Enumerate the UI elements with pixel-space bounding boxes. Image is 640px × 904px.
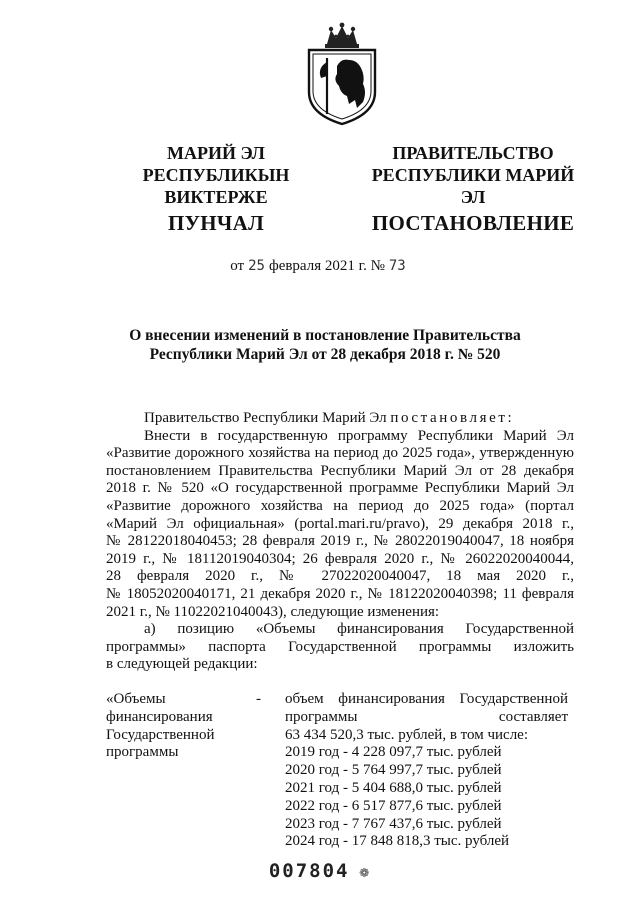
item-a-line: а) позицию «Объемы финансирования Государственной [144,621,574,638]
body-line: «Марий Эл официальная» (portal.mari.ru/pravo), 29 декабря 2018 г., [106,515,574,532]
intro-line [106,410,574,428]
header-left-line1: МАРИЙ ЭЛ РЕСПУБЛИКЫН [142,143,290,185]
header-right-doc-type: ПОСТАНОВЛЕНИЕ [371,211,575,235]
item-a-line: в следующей редакции: [106,656,258,673]
intro-verb: постановляет: [390,410,515,426]
table-left-column [106,691,246,762]
header-right-line2: РЕСПУБЛИКИ МАРИЙ ЭЛ [371,165,575,207]
table-right-column [285,691,568,851]
funding-year-row: 2021 год - 5 404 688,0 тыс. рублей [285,779,502,796]
table-left-line: финансирования [106,708,213,725]
ornament-icon: ❁ [359,862,372,881]
date-month-year: февраля 2021 г. № [268,258,385,274]
item-a-line: программы» паспорта Государственной программы изложить [106,638,574,655]
body-line: 2018 г. № 520 «О государственной программе Республики Марий Эл [106,480,574,497]
date-day: 25 [248,258,265,274]
table-left-line: Государственной [106,726,215,743]
body-line: «Развитие дорожного хозяйства на период до 2025 года» (портал [106,497,574,514]
document-body [106,410,574,674]
body-line: 2021 г., № 11022021040043), следующие изменения: [106,603,440,620]
form-serial-number [0,860,640,882]
body-line: № 18052020040171, 21 декабря 2020 г., № 18122020040398; 11 февраля [106,585,574,602]
table-right-line3: 63 434 520,3 тыс. рублей, в том числе: [285,726,529,743]
body-line: «Развитие дорожного хозяйства на период до 2025 года», утвержденную [106,445,574,462]
serial-number: 007804 [268,860,350,882]
table-right-line2: программы составляет [285,708,568,725]
body-line: постановлением Правительства Республики Марий Эл от 28 декабря [106,462,574,479]
document-date-line [0,258,640,275]
document-title [80,326,570,364]
body-line: Внести в государственную программу Республики Марий Эл [144,427,574,444]
funding-year-row: 2020 год - 5 764 997,7 тыс. рублей [285,762,502,779]
funding-year-row: 2022 год - 6 517 877,6 тыс. рублей [285,797,502,814]
header-left-doc-type: ПУНЧАЛ [167,211,265,235]
funding-year-row: 2023 год - 7 767 437,6 тыс. рублей [285,815,502,832]
table-left-line: «Объемы [106,691,166,707]
title-line1: О внесении изменений в постановление Правительства [129,327,521,344]
date-prefix: от [230,258,245,274]
header-left-block [100,142,332,236]
funding-year-row: 2019 год - 4 228 097,7 тыс. рублей [285,744,502,761]
document-number: 73 [388,258,406,274]
header-right-line1: ПРАВИТЕЛЬСТВО [392,143,554,163]
intro-start: Правительство Республики Марий Эл [144,410,387,426]
header-left-line2: ВИКТЕРЖЕ [164,187,268,207]
table-left-line: программы [106,744,179,761]
title-line2: Республики Марий Эл от 28 декабря 2018 г. № 520 [149,346,501,363]
table-right-line1: объем финансирования Государственной [285,691,568,707]
body-line: 28 февраля 2020 г., № 27022020040047, 18 мая 2020 г., [106,568,574,585]
coat-of-arms-emblem [303,22,381,126]
body-line: № 28122018040453; 28 февраля 2019 г., № 28022019040047, 18 ноября [106,533,574,550]
funding-year-row: 2024 год - 17 848 818,3 тыс. рублей [285,833,510,850]
body-line: 2019 г., № 18112019040304; 26 февраля 2020 г., № 26022020040044, [106,550,574,567]
table-dash: - [256,691,261,707]
header-right-block [358,142,588,236]
